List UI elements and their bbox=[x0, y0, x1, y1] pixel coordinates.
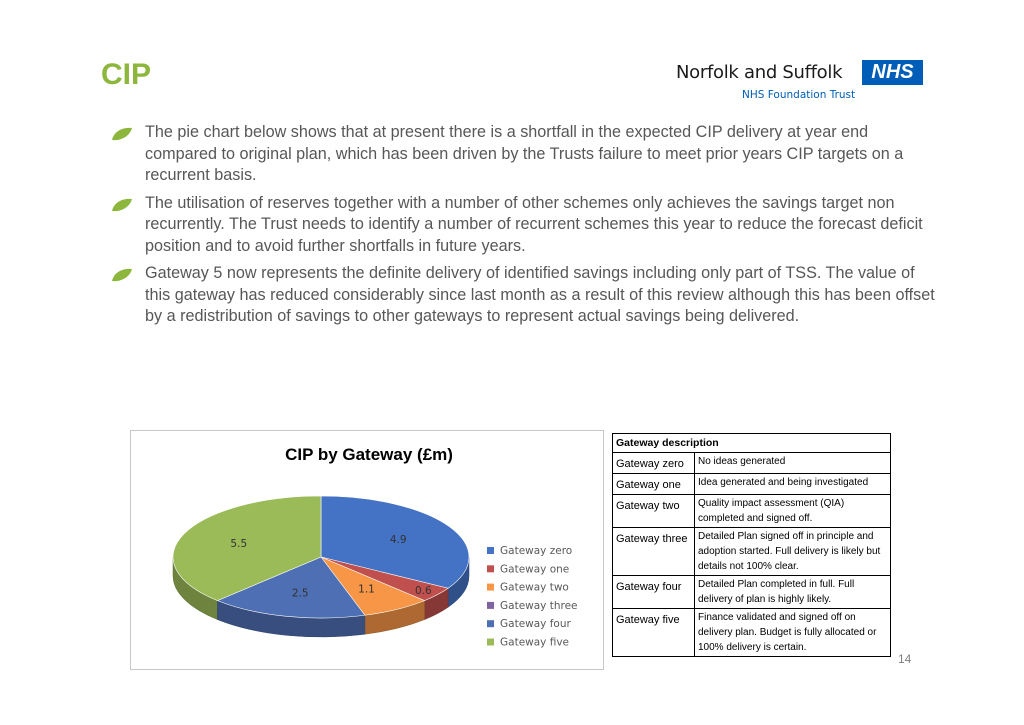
pie-chart bbox=[130, 430, 604, 670]
chart-legend bbox=[487, 545, 578, 649]
legend-label: Gateway four bbox=[500, 618, 571, 631]
nhs-trust-logo bbox=[676, 60, 926, 105]
legend-label: Gateway one bbox=[500, 563, 570, 576]
gateway-name: Gateway five bbox=[613, 609, 695, 657]
legend-label: Gateway zero bbox=[500, 545, 573, 557]
pie-data-label: 4.9 bbox=[389, 533, 407, 546]
slide-title: CIP bbox=[101, 58, 152, 91]
table-row bbox=[613, 453, 891, 474]
legend-swatch bbox=[487, 584, 494, 591]
nhs-badge: NHS bbox=[862, 60, 923, 85]
legend-label: Gateway two bbox=[500, 581, 569, 594]
chart-title: CIP by Gateway (£m) bbox=[285, 445, 453, 464]
bullet-text: Gateway 5 now represents the definite delivery of identified savings including only part of TSS. The value of this gateway has reduced considerably since last month as a result of this review although this has been offset by a redistribution of savings to other gateways to represent actual savings being delivered. bbox=[145, 264, 935, 325]
leaf-bullet-icon bbox=[111, 268, 133, 282]
gateway-name: Gateway one bbox=[613, 474, 695, 495]
table-header-row bbox=[613, 434, 891, 453]
leaf-bullet-icon bbox=[111, 127, 133, 141]
legend-label: Gateway five bbox=[500, 636, 570, 649]
gateway-name: Gateway zero bbox=[613, 453, 695, 474]
bullet-item bbox=[108, 122, 938, 187]
gateway-description: Quality impact assessment (QIA) completed and signed off. bbox=[695, 495, 891, 528]
gateway-description: Finance validated and signed off on delivery plan. Budget is fully allocated or 100% delivery is certain. bbox=[695, 609, 891, 657]
bullet-text: The pie chart below shows that at present there is a shortfall in the expected CIP delivery at year end compared to original plan, which has been driven by the Trusts failure to meet prior years CIP targets on a recurrent basis. bbox=[145, 123, 904, 184]
bullet-item bbox=[108, 193, 938, 258]
table-row bbox=[613, 474, 891, 495]
legend-swatch bbox=[487, 565, 494, 572]
table-row bbox=[613, 609, 891, 657]
pie-data-label: 0.6 bbox=[414, 585, 432, 598]
legend-swatch bbox=[487, 620, 494, 627]
logo-subtitle: NHS Foundation Trust bbox=[742, 89, 856, 101]
bullet-text: The utilisation of reserves together with a number of other schemes only achieves the savings target non recurrently. The Trust needs to identify a number of recurrent schemes this year to reduce the forecast deficit position and to avoid further shortfalls in future years. bbox=[145, 193, 923, 255]
table-row bbox=[613, 528, 891, 576]
bullet-list bbox=[108, 122, 938, 334]
gateway-description: Detailed Plan signed off in principle and adoption started. Full delivery is likely but details not 100% clear. bbox=[695, 528, 891, 576]
pie-chart-svg bbox=[131, 431, 603, 669]
bullet-item bbox=[108, 263, 938, 328]
table-row bbox=[613, 576, 891, 609]
logo-org-name: Norfolk and Suffolk bbox=[676, 62, 843, 83]
legend-label: Gateway three bbox=[500, 599, 578, 612]
table-row bbox=[613, 495, 891, 528]
gateway-name: Gateway four bbox=[613, 576, 695, 609]
table-header: Gateway description bbox=[613, 434, 891, 453]
gateway-name: Gateway two bbox=[613, 495, 695, 528]
legend-swatch bbox=[487, 547, 494, 554]
leaf-bullet-icon bbox=[111, 198, 133, 212]
pie-slices bbox=[173, 496, 469, 637]
gateway-description-table bbox=[612, 433, 891, 657]
gateway-description: No ideas generated bbox=[695, 453, 891, 474]
gateway-name: Gateway three bbox=[613, 528, 695, 576]
legend-swatch bbox=[487, 639, 494, 646]
pie-data-label: 1.1 bbox=[358, 583, 375, 596]
legend-swatch bbox=[487, 602, 494, 609]
gateway-description: Idea generated and being investigated bbox=[695, 474, 891, 495]
gateway-description: Detailed Plan completed in full. Full delivery of plan is highly likely. bbox=[695, 576, 891, 609]
page-number: 14 bbox=[898, 652, 912, 666]
pie-data-label: 5.5 bbox=[230, 538, 248, 551]
pie-data-label: 2.5 bbox=[291, 587, 309, 600]
